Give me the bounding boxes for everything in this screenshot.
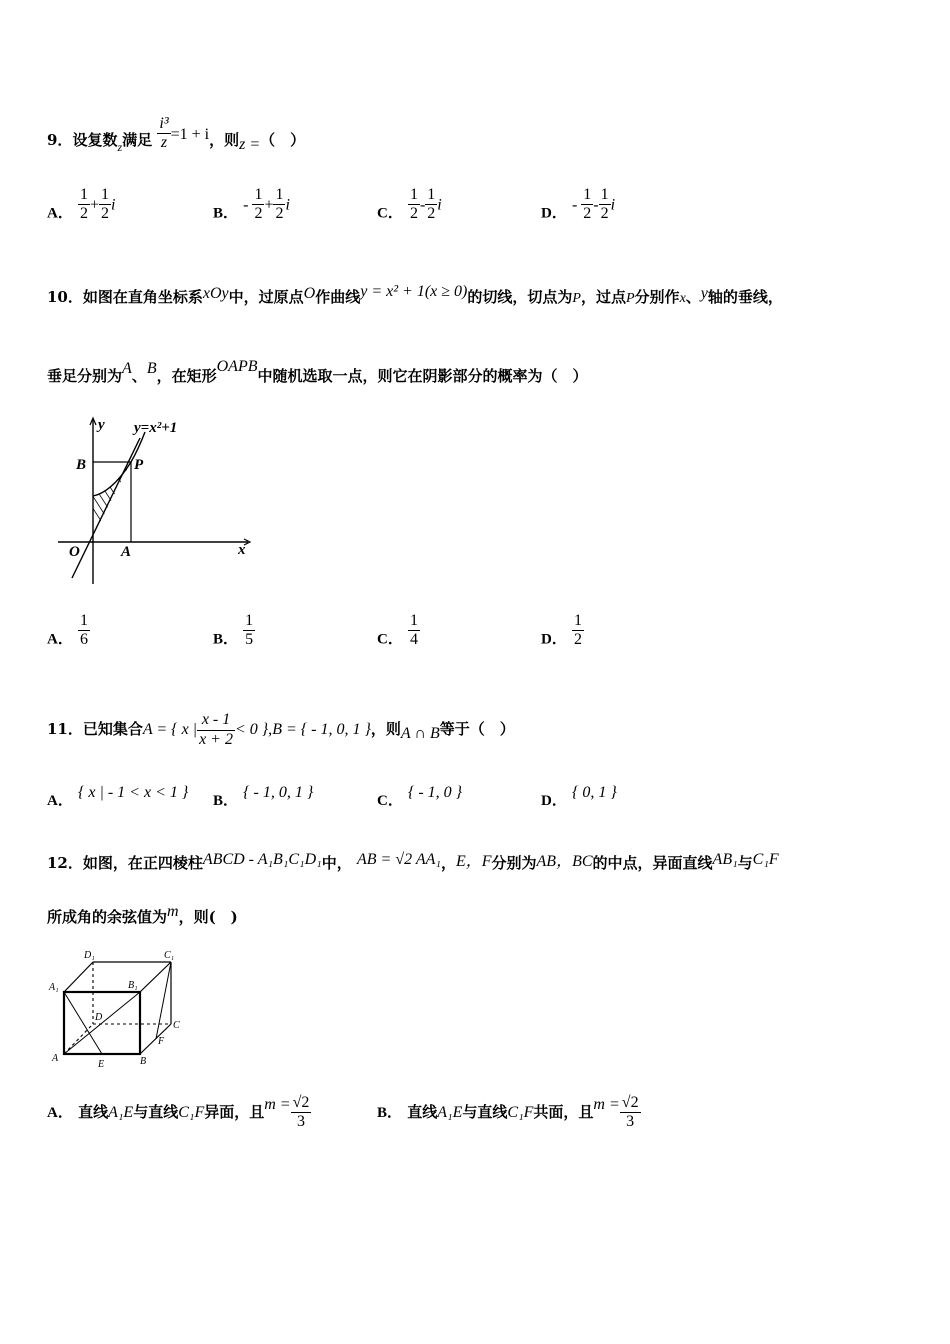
fig-label-O: O (69, 544, 80, 560)
option-label: A． (47, 793, 73, 809)
fraction: $\frac{√2}{3}$ (621, 1094, 639, 1131)
question-10-stem-line2: 垂足分别为A、B，在矩形OAPB中随机选取一点，则它在阴影部分的概率为（ ） (47, 358, 588, 385)
option-b[interactable] (213, 612, 255, 650)
option-a[interactable] (47, 612, 90, 650)
fraction: $\frac{1}{2}$ (409, 186, 418, 223)
option-label: C． (377, 793, 403, 809)
option-b[interactable]: B． - $\frac{1}{2}$ + $\frac{1}{2}$ i (213, 186, 290, 223)
fraction: $\frac{1}{2}$ (79, 186, 88, 223)
fraction: $\frac{1}{2}$ (275, 186, 284, 223)
question-10-stem-line1: 10．如图在直角坐标系xOy中，过原点O作曲线y = x² + 1(x ≥ 0)的切线，切点为P，过点P分别作x、y轴的垂线， (47, 283, 783, 306)
fig-label-y: y (98, 417, 105, 433)
fig-label-B: B (140, 1056, 147, 1067)
option-label: A． (47, 1104, 73, 1121)
option-label: B． (377, 1104, 403, 1121)
option-d[interactable] (541, 612, 584, 650)
fraction: $\frac{1}{6}$ (79, 612, 88, 649)
option-label: D． (541, 793, 567, 809)
fig-label-B: B (76, 457, 87, 473)
tangent-figure (50, 412, 260, 590)
option-label: B． (213, 205, 239, 222)
option-label: A． (47, 631, 73, 648)
fraction: $\frac{1}{5}$ (245, 612, 254, 649)
fraction: $\frac{1}{2}$ (573, 612, 582, 649)
option-a[interactable] (47, 782, 188, 810)
question-11-stem: 11．已知集合A = { x | $\frac{x - 1}{x + 2}$ < 0 },B = { - 1, 0, 1 }，则A ∩ B等于（ ） (47, 711, 515, 748)
question-12-stem-line2: 所成角的余弦值为m，则( ) (47, 903, 238, 926)
option-c[interactable]: C． $\frac{1}{2}$ - $\frac{1}{2}$ i (377, 186, 442, 223)
option-c[interactable] (377, 612, 420, 650)
option-value: { 0, 1 } (571, 784, 617, 801)
option-label: C． (377, 205, 403, 222)
fig-label-A: A (121, 544, 132, 560)
option-value: { x | - 1 < x < 1 } (77, 784, 189, 801)
option-label: C． (377, 631, 403, 648)
option-b[interactable]: B． 直线A₁E与直线C₁F共面，且m = $\frac{√2}{3}$ (377, 1094, 639, 1131)
option-label: D． (541, 205, 567, 222)
option-value: { - 1, 0 } (407, 784, 463, 801)
fraction: $\frac{1}{2}$ (600, 186, 609, 223)
question-number: 10． (47, 288, 83, 306)
option-c[interactable] (377, 782, 462, 810)
option-d[interactable] (541, 782, 617, 810)
fig-label-D: D (95, 1012, 103, 1023)
option-label: D． (541, 631, 567, 648)
fig-label-B1: B₁ (128, 980, 138, 991)
prism-figure (46, 944, 196, 1074)
option-d[interactable]: D． - $\frac{1}{2}$ - $\frac{1}{2}$ i (541, 186, 616, 223)
fraction: $\frac{\text{i³}}{z}$ (159, 114, 169, 151)
fraction: $\frac{1}{2}$ (583, 186, 592, 223)
fig-label-curve: y=x²+1 (134, 420, 178, 436)
fraction: $\frac{x - 1}{x + 2}$ (199, 711, 233, 748)
fig-label-D1: D₁ (84, 950, 95, 961)
question-9-stem: 9．设复数$_z$满足 $\frac{\text{i³}}{z}$ =1 + i，则z =（ ） (47, 114, 306, 154)
fraction: $\frac{1}{4}$ (409, 612, 418, 649)
fraction: $\frac{1}{2}$ (254, 186, 263, 223)
question-12-stem-line1: 12．如图，在正四棱柱ABCD - A₁B₁C₁D₁中， AB = √2 AA₁，E，F分别为AB，BC的中点，异面直线AB₁与C₁F (47, 851, 779, 872)
fig-label-A: A (52, 1053, 59, 1064)
question-number: 9． (47, 131, 73, 149)
option-label: B． (213, 793, 239, 809)
option-label: A． (47, 205, 73, 222)
fig-label-C: C (173, 1020, 180, 1031)
fraction: $\frac{1}{2}$ (100, 186, 109, 223)
fig-label-x: x (238, 542, 246, 558)
fig-label-C1: C₁ (164, 950, 175, 961)
question-number: 11． (47, 720, 83, 738)
fraction: $\frac{√2}{3}$ (292, 1094, 310, 1131)
fig-label-P: P (134, 457, 144, 473)
option-b[interactable] (213, 782, 313, 810)
fig-label-F: F (158, 1036, 165, 1047)
option-label: B． (213, 631, 239, 648)
fraction: $\frac{1}{2}$ (427, 186, 436, 223)
option-value: { - 1, 0, 1 } (243, 784, 314, 801)
question-number: 12． (47, 854, 83, 872)
option-a[interactable]: A． 直线A₁E与直线C₁F异面，且m = $\frac{√2}{3}$ (47, 1094, 310, 1131)
option-a[interactable]: A． $\frac{1}{2}$ + $\frac{1}{2}$ i (47, 186, 116, 223)
fig-label-A1: A₁ (49, 982, 59, 993)
fig-label-E: E (98, 1059, 105, 1070)
